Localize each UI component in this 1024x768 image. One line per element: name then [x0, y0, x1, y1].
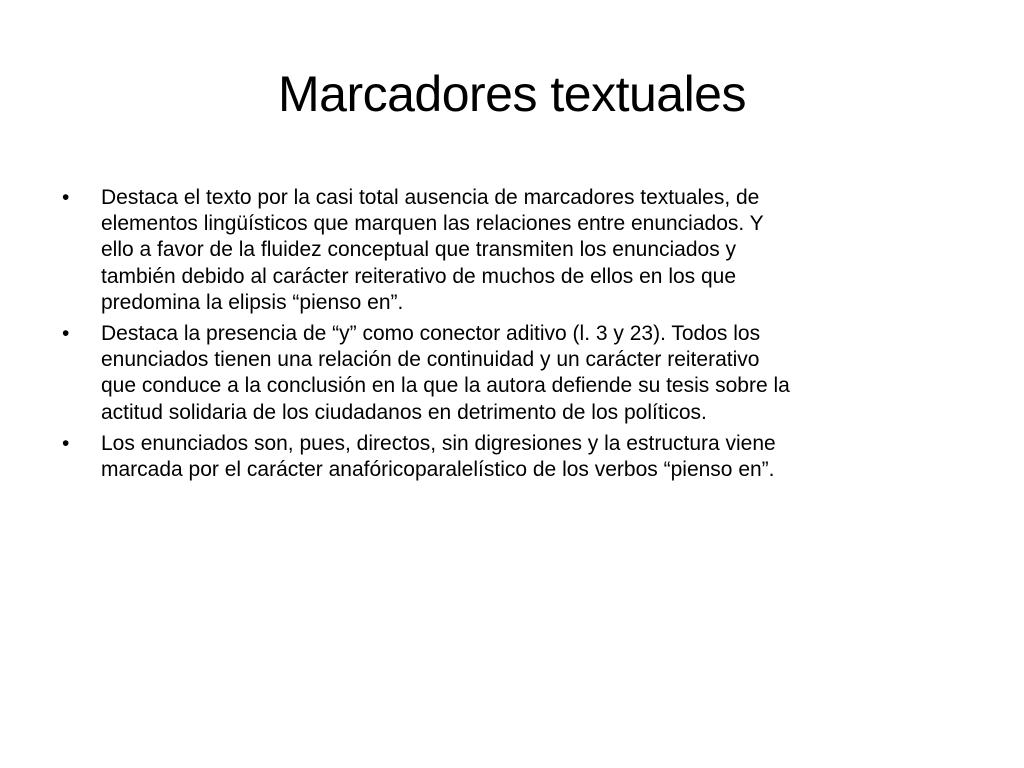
bullet-line: marcada por el carácter anafóricoparalelístico de los verbos “pienso en”.	[101, 458, 775, 482]
bullet-line: Destaca la presencia de “y” como conector aditivo (l. 3 y 23). Todos los	[101, 322, 761, 346]
bullet-line: actitud solidaria de los ciudadanos en detrimento de los políticos.	[101, 400, 707, 424]
bullet-line: Los enunciados son, pues, directos, sin digresiones y la estructura viene	[101, 431, 776, 455]
bullet-line: también debido al carácter reiterativo de muchos de ellos en los que	[101, 264, 737, 288]
bullet-line: elementos lingüísticos que marquen las relaciones entre enunciados. Y	[101, 212, 764, 236]
bullet-line: ello a favor de la fluidez conceptual que transmiten los enunciados y	[101, 238, 737, 262]
bullet-line: que conduce a la conclusión en la que la autora defiende su tesis sobre la	[101, 374, 790, 398]
bullet-item	[62, 185, 962, 316]
bullet-item	[62, 431, 962, 483]
bullet-list	[62, 185, 962, 488]
bullet-item	[62, 321, 962, 426]
bullet-line: predomina la elipsis “pienso en”.	[101, 290, 404, 314]
bullet-line: enunciados tienen una relación de continuidad y un carácter reiterativo	[101, 348, 760, 372]
bullet-icon: •	[62, 186, 70, 209]
slide-title: Marcadores textuales	[277, 66, 746, 122]
bullet-icon: •	[62, 322, 70, 346]
bullet-icon: •	[62, 431, 70, 455]
bullet-line: Destaca el texto por la casi total ausencia de marcadores textuales, de	[101, 186, 760, 209]
